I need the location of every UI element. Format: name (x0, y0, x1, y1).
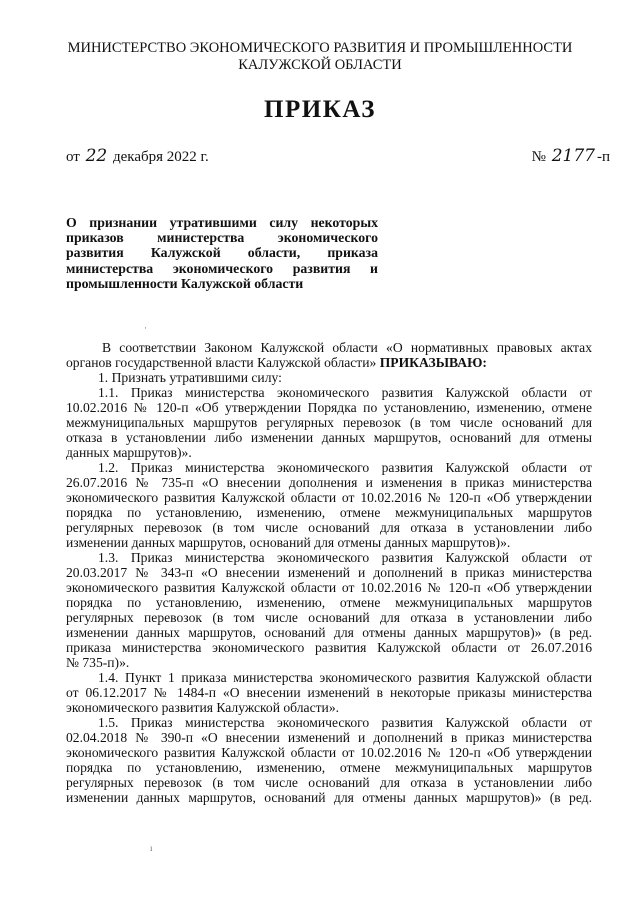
item-1-1-line: данных маршрутов)». (66, 445, 192, 460)
number-prefix: № (531, 149, 546, 165)
subject-line: О признании утратившими силу некоторых (66, 215, 378, 230)
item-1-3-line: изменении данных маршрутов, оснований для отмены данных маршрутов)» (в ред. (66, 625, 592, 640)
item-1: 1. Признать утратившими силу: (98, 370, 282, 385)
subject-line: промышленности Калужской области (66, 275, 304, 291)
item-1-3-line: экономического развития Калужской области от 10.02.2016 № 120-п «Об утверждении (66, 580, 592, 595)
item-1-3-line: 20.03.2017 № 343-п «О внесении изменений и дополнений в приказ министерства (66, 565, 592, 580)
item-1-2-line: 26.07.2016 № 735-п «О внесении дополнения и изменения в приказ министерства (66, 475, 592, 490)
order-number (532, 146, 610, 166)
ministry-name-line2: КАЛУЖСКОЙ ОБЛАСТИ (238, 57, 402, 73)
item-1-2-line: порядка по установлению, изменению, отмене межмуниципальных маршрутов (66, 505, 592, 520)
item-1-4-line: 1.4. Пункт 1 приказа министерства экономического развития Калужской области (98, 670, 592, 685)
date-day-handwritten: 22 (85, 146, 108, 166)
item-1-2-line: 1.2. Приказ министерства экономического развития Калужской области от (98, 460, 592, 475)
item-1-2-line: изменении данных маршрутов, оснований для отмены данных маршрутов)». (66, 535, 511, 550)
scan-speck: · (144, 323, 147, 333)
item-1-1-line: межмуниципальных маршрутов регулярных перевозок (в том числе оснований для (66, 415, 592, 430)
item-1-5-line: 1.5. Приказ министерства экономического развития Калужской области от (98, 715, 592, 730)
item-1-3-line: № 735-п)». (66, 655, 130, 670)
item-1-3-line: порядка по установлению, изменению, отмене межмуниципальных маршрутов (66, 595, 592, 610)
preamble-line (66, 355, 592, 370)
item-1-2-line: экономического развития Калужской области от 10.02.2016 № 120-п «Об утверждении (66, 490, 592, 505)
item-1-5-line: порядка по установлению, изменению, отмене межмуниципальных маршрутов (66, 760, 592, 775)
preamble-text: органов государственной власти Калужской области» (66, 355, 377, 370)
item-1-5-line: регулярных перевозок (в том числе оснований для отказа в установлении либо (66, 775, 592, 790)
subject-line: развития Калужской области, приказа (66, 245, 378, 261)
subject-line: приказов министерства экономического (66, 230, 378, 246)
document-title: ПРИКАЗ (264, 96, 376, 123)
item-1-3-line: приказа министерства экономического развития Калужской области от 26.07.2016 (66, 640, 592, 655)
order-date (66, 146, 209, 166)
item-1-4-line: экономического развития Калужской области». (66, 700, 340, 715)
item-1-3-line: регулярных перевозок (в том числе оснований для отказа в установлении либо (66, 610, 592, 625)
order-body (66, 340, 592, 805)
item-1-3-line: 1.3. Приказ министерства экономического развития Калужской области от (98, 550, 592, 565)
date-month-year: декабря 2022 г. (113, 149, 209, 165)
number-handwritten: 2177 (551, 146, 595, 166)
preamble-line: В соответствии Законом Калужской области «О нормативных правовых актах (102, 340, 592, 355)
number-suffix: -п (596, 149, 610, 165)
ministry-header (40, 40, 600, 74)
item-1-5-line: экономического развития Калужской области от 10.02.2016 № 120-п «Об утверждении (66, 745, 592, 760)
item-1-2-line: регулярных перевозок (в том числе оснований для отказа в установлении либо (66, 520, 592, 535)
ministry-name-line1: МИНИСТЕРСТВО ЭКОНОМИЧЕСКОГО РАЗВИТИЯ И ПРОМЫШЛЕННОСТИ (67, 40, 573, 56)
subject-line: министерства экономического развития и (66, 260, 378, 276)
item-1-1-line: отказа в установлении либо изменении данных маршрутов, оснований для отмены (66, 430, 592, 445)
order-subject (66, 215, 378, 291)
item-1-5-line: изменении данных маршрутов, оснований для отмены данных маршрутов)» (в ред. (66, 790, 592, 805)
order-verb: ПРИКАЗЫВАЮ: (379, 355, 487, 370)
date-prefix: от (66, 149, 80, 165)
item-1-1-line: 1.1. Приказ министерства экономического развития Калужской области от (98, 385, 592, 400)
item-1-1-line: 10.02.2016 № 120-п «Об утверждении Порядка по установлению, изменению, отмене (66, 400, 592, 415)
scan-mark: ı (150, 843, 153, 853)
item-1-5-line: 02.04.2018 № 390-п «О внесении изменений и дополнений в приказ министерства (66, 730, 592, 745)
item-1-4-line: от 06.12.2017 № 1484-п «О внесении изменений в некоторые приказы министерства (66, 685, 592, 700)
